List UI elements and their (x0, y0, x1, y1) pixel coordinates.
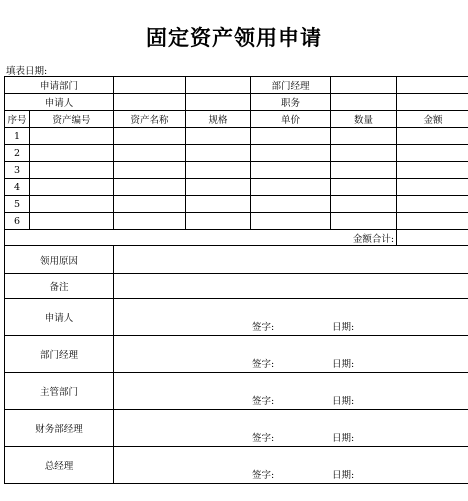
date-label: 日期: (332, 322, 355, 333)
table-row (5, 162, 468, 179)
unit-price-cell[interactable] (251, 213, 331, 230)
signature-label: 签字: (252, 470, 275, 481)
approval-label: 财务部经理 (5, 410, 114, 447)
asset-name-cell[interactable] (114, 213, 186, 230)
asset-no-cell[interactable] (30, 196, 114, 213)
remark-value[interactable] (114, 274, 468, 299)
reason-value[interactable] (114, 246, 468, 274)
col-header-spec: 规格 (186, 111, 251, 128)
unit-price-cell[interactable] (251, 128, 331, 145)
asset-no-cell[interactable] (30, 213, 114, 230)
col-header-unit-price: 单价 (251, 111, 331, 128)
position-label: 职务 (251, 94, 331, 111)
approval-label: 主管部门 (5, 373, 114, 410)
table-row (5, 145, 468, 162)
row-number: 3 (5, 162, 30, 179)
total-label: 金额合计: (5, 230, 397, 246)
col-header-asset-no: 资产编号 (30, 111, 114, 128)
asset-name-cell[interactable] (114, 179, 186, 196)
spec-cell[interactable] (186, 196, 251, 213)
applicant-value[interactable] (114, 94, 186, 111)
asset-no-cell[interactable] (30, 128, 114, 145)
unit-price-cell[interactable] (251, 196, 331, 213)
unit-price-cell[interactable] (251, 162, 331, 179)
fill-date-label: 填表日期: (6, 66, 48, 77)
asset-no-cell[interactable] (30, 145, 114, 162)
signature-area[interactable] (114, 410, 468, 447)
table-row (5, 213, 468, 230)
approval-label: 总经理 (5, 447, 114, 484)
dept-label: 申请部门 (5, 77, 114, 94)
dept-value[interactable] (114, 77, 186, 94)
spec-cell[interactable] (186, 162, 251, 179)
signature-area[interactable] (114, 336, 468, 373)
date-label: 日期: (332, 396, 355, 407)
approval-label: 部门经理 (5, 336, 114, 373)
amount-cell[interactable] (397, 196, 468, 213)
amount-cell[interactable] (397, 213, 468, 230)
table-row (5, 128, 468, 145)
col-header-index: 序号 (5, 111, 30, 128)
form-title: 固定资产领用申请 (146, 25, 322, 50)
unit-price-cell[interactable] (251, 179, 331, 196)
row-number: 6 (5, 213, 30, 230)
row-number: 5 (5, 196, 30, 213)
spec-cell[interactable] (186, 179, 251, 196)
approval-row-dept-manager (5, 336, 468, 373)
asset-name-cell[interactable] (114, 162, 186, 179)
quantity-cell[interactable] (331, 145, 397, 162)
amount-cell[interactable] (397, 145, 468, 162)
reason-label: 领用原因 (5, 246, 114, 274)
position-value[interactable] (331, 94, 397, 111)
asset-request-table (4, 76, 468, 484)
asset-no-cell[interactable] (30, 162, 114, 179)
total-row (5, 230, 468, 246)
spec-cell[interactable] (186, 145, 251, 162)
spec-cell[interactable] (186, 128, 251, 145)
row-number: 2 (5, 145, 30, 162)
asset-name-cell[interactable] (114, 145, 186, 162)
amount-cell[interactable] (397, 128, 468, 145)
table-row (5, 179, 468, 196)
quantity-cell[interactable] (331, 128, 397, 145)
dept-manager-value[interactable] (331, 77, 397, 94)
approval-row-general-manager (5, 447, 468, 484)
approval-row-applicant (5, 299, 468, 336)
signature-label: 签字: (252, 433, 275, 444)
asset-name-cell[interactable] (114, 196, 186, 213)
col-header-quantity: 数量 (331, 111, 397, 128)
approval-row-finance-manager (5, 410, 468, 447)
row-number: 1 (5, 128, 30, 145)
approval-label: 申请人 (5, 299, 114, 336)
amount-cell[interactable] (397, 162, 468, 179)
dept-row (5, 77, 468, 94)
quantity-cell[interactable] (331, 196, 397, 213)
signature-area[interactable] (114, 373, 468, 410)
signature-area[interactable] (114, 299, 468, 336)
amount-cell[interactable] (397, 179, 468, 196)
signature-label: 签字: (252, 359, 275, 370)
row-number: 4 (5, 179, 30, 196)
spec-cell[interactable] (186, 213, 251, 230)
applicant-blank (186, 94, 251, 111)
dept-manager-label: 部门经理 (251, 77, 331, 94)
applicant-row (5, 94, 468, 111)
remark-label: 备注 (5, 274, 114, 299)
table-row (5, 196, 468, 213)
total-value[interactable] (397, 230, 468, 246)
date-label: 日期: (332, 470, 355, 481)
dept-blank (186, 77, 251, 94)
signature-label: 签字: (252, 322, 275, 333)
column-header-row (5, 111, 468, 128)
quantity-cell[interactable] (331, 162, 397, 179)
col-header-amount: 金额 (397, 111, 468, 128)
date-label: 日期: (332, 433, 355, 444)
unit-price-cell[interactable] (251, 145, 331, 162)
position-blank (397, 94, 468, 111)
applicant-label: 申请人 (5, 94, 114, 111)
dept-manager-blank (397, 77, 468, 94)
signature-label: 签字: (252, 396, 275, 407)
quantity-cell[interactable] (331, 179, 397, 196)
asset-name-cell[interactable] (114, 128, 186, 145)
signature-area[interactable] (114, 447, 468, 484)
col-header-asset-name: 资产名称 (114, 111, 186, 128)
remark-row (5, 274, 468, 299)
reason-row (5, 246, 468, 274)
approval-row-supervising-dept (5, 373, 468, 410)
quantity-cell[interactable] (331, 213, 397, 230)
asset-no-cell[interactable] (30, 179, 114, 196)
date-label: 日期: (332, 359, 355, 370)
